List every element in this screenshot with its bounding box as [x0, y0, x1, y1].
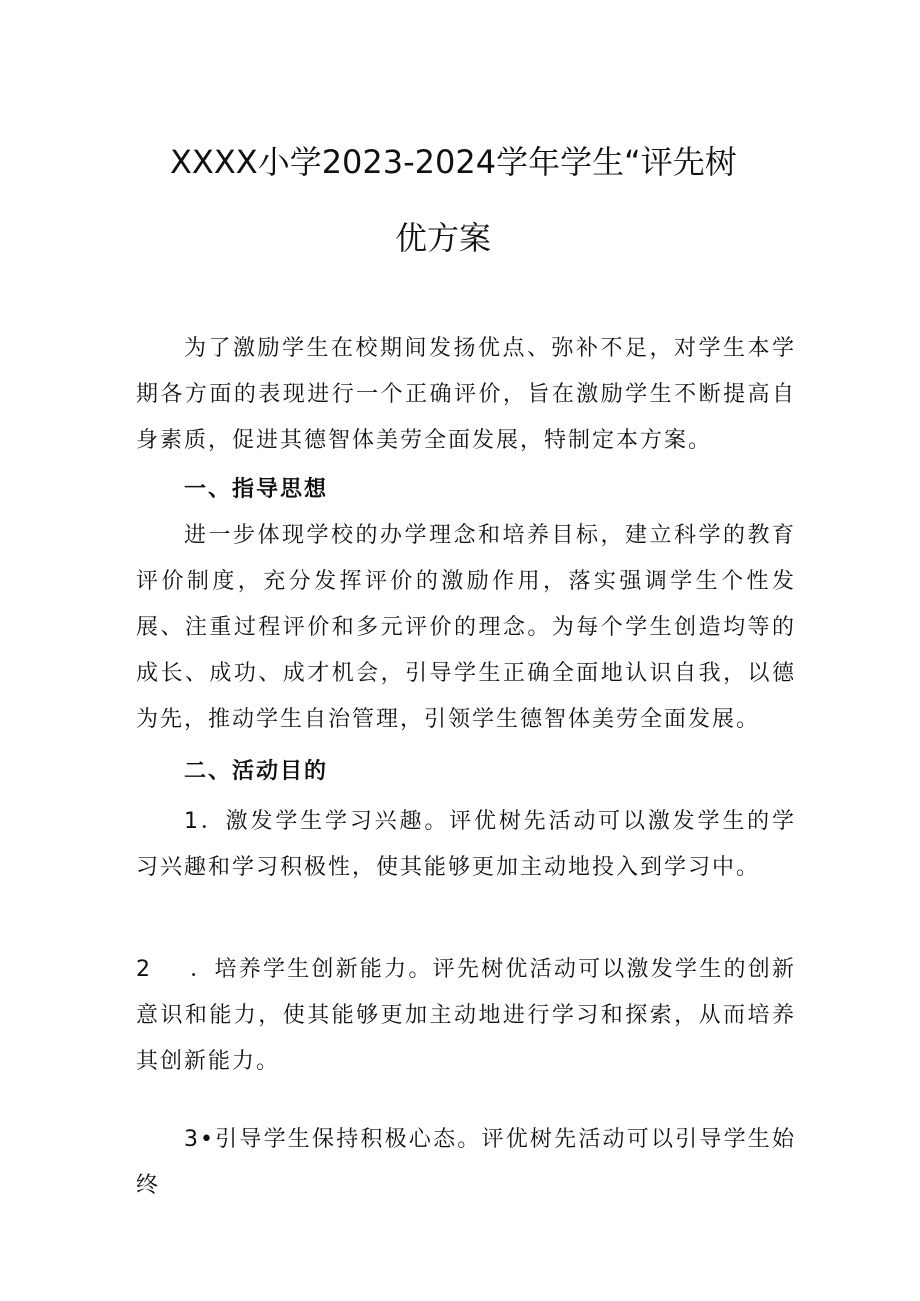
document-title-line-2: 优方案 — [395, 219, 492, 257]
purpose-item-1: 1．激发学生学习兴趣。评优树先活动可以激发学生的学习兴趣和学习积极性，使其能够更加主动地投入到学习中。 — [136, 809, 796, 880]
document-title-line-1: XXXX小学2023-2024学年学生“评先树 — [170, 143, 737, 181]
purpose-item-2-text: ．培养学生创新能力。评先树优活动可以激发学生的创新意识和能力，使其能够更加主动地进行学习和探索，从而培养其创新能力。 — [136, 957, 796, 1074]
purpose-item-3: 3•引导学生保持积极心态。评优树先活动可以引导学生始终 — [136, 1127, 796, 1198]
section-heading-guiding-ideology: 一、指导思想 — [184, 477, 329, 502]
intro-paragraph: 为了激励学生在校期间发扬优点、弥补不足，对学生本学期各方面的表现进行一个正确评价，旨在激励学生不断提高自身素质，促进其德智体美劳全面发展，特制定本方案。 — [136, 336, 796, 453]
section-heading-activity-purpose: 二、活动目的 — [184, 759, 329, 784]
purpose-item-2 — [136, 947, 796, 1085]
purpose-item-2-number: 2 — [136, 957, 152, 982]
guiding-ideology-paragraph: 进一步体现学校的办学理念和培养目标，建立科学的教育评价制度，充分发挥评价的激励作用，落实强调学生个性发展、注重过程评价和多元评价的理念。为每个学生创造均等的成长、成功、成才机会，引导学生正确全面地认识自我，以德为先，推动学生自治管理，引领学生德智体美劳全面发展。 — [136, 523, 796, 732]
